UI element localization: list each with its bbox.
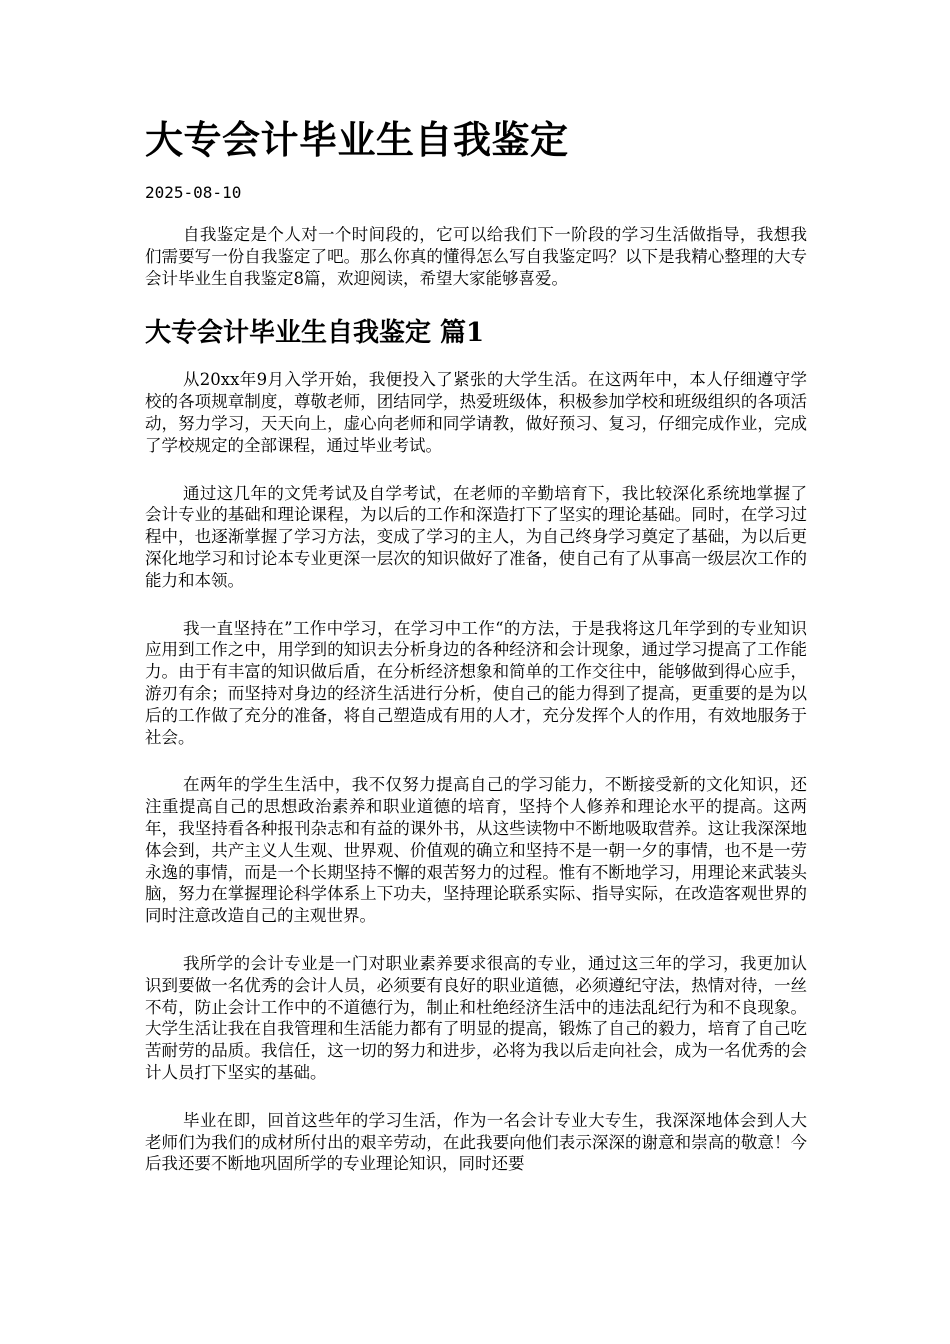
body-paragraph: 毕业在即，回首这些年的学习生活，作为一名会计专业大专生，我深深地体会到人大老师们为我们的成材所付出的艰辛劳动，在此我要向他们表示深深的谢意和崇高的敬意！今后我还要不断地巩固所学的专业理论知识，同时还要 <box>145 1110 807 1174</box>
body-paragraph: 在两年的学生生活中，我不仅努力提高自己的学习能力，不断接受新的文化知识，还注重提高自己的思想政治素养和职业道德的培育，坚持个人修养和理论水平的提高。这两年，我坚持看各种报刊杂志和有益的课外书，从这些读物中不断地吸取营养。这让我深深地体会到，共产主义人生观、世界观、价值观的确立和坚持不是一朝一夕的事情，也不是一劳永逸的事情，而是一个长期坚持不懈的艰苦努力的过程。惟有不断地学习，用理论来武装头脑，努力在掌握理论科学体系上下功夫，坚持理论联系实际、指导实际，在改造客观世界的同时注意改造自己的主观世界。 <box>145 775 807 926</box>
publish-date: 2025-08-10 <box>145 183 242 202</box>
section-heading: 大专会计毕业生自我鉴定 篇1 <box>145 318 485 349</box>
document-page <box>145 112 807 1201</box>
intro-paragraph: 自我鉴定是个人对一个时间段的，它可以给我们下一阶段的学习生活做指导，我想我们需要写一份自我鉴定了吧。那么你真的懂得怎么写自我鉴定吗？以下是我精心整理的大专会计毕业生自我鉴定8篇，欢迎阅读，希望大家能够喜爱。 <box>145 225 807 288</box>
body-paragraph: 通过这几年的文凭考试及自学考试，在老师的辛勤培育下，我比较深化系统地掌握了会计专业的基础和理论课程，为以后的工作和深造打下了坚实的理论基础。同时，在学习过程中，也逐渐掌握了学习方法，变成了学习的主人，为自己终身学习奠定了基础，为以后更深化地学习和讨论本专业更深一层次的知识做好了准备，使自己有了从事高一级层次工作的能力和本领。 <box>145 483 807 590</box>
document-title: 大专会计毕业生自我鉴定 <box>145 117 569 162</box>
body-paragraph: 从20xx年9月入学开始，我便投入了紧张的大学生活。在这两年中，本人仔细遵守学校的各项规章制度，尊敬老师，团结同学，热爱班级体，积极参加学校和班级组织的各项活动，努力学习，天天向上，虚心向老师和同学请教，做好预习、复习，仔细完成作业，完成了学校规定的全部课程，通过毕业考试。 <box>145 370 807 455</box>
body-paragraph: 我一直坚持在”工作中学习，在学习中工作“的方法，于是我将这几年学到的专业知识应用到工作之中，用学到的知识去分析身边的各种经济和会计现象，通过学习提高了工作能力。由于有丰富的知识做后盾，在分析经济想象和简单的工作交往中，能够做到得心应手，游刃有余；而坚持对身边的经济生活进行分析，使自己的能力得到了提高，更重要的是为以后的工作做了充分的准备，将自己塑造成有用的人才，充分发挥个人的作用，有效地服务于社会。 <box>145 618 807 747</box>
body-paragraph: 我所学的会计专业是一门对职业素养要求很高的专业，通过这三年的学习，我更加认识到要做一名优秀的会计人员，必须要有良好的职业道德，必须遵纪守法，热情对待，一丝不苟，防止会计工作中的不道德行为，制止和杜绝经济生活中的违法乱纪行为和不良现象。大学生活让我在自我管理和生活能力都有了明显的提高，锻炼了自己的毅力，培育了自己吃苦耐劳的品质。我信任，这一切的努力和进步，必将为我以后走向社会，成为一名优秀的会计人员打下坚实的基础。 <box>145 953 807 1082</box>
